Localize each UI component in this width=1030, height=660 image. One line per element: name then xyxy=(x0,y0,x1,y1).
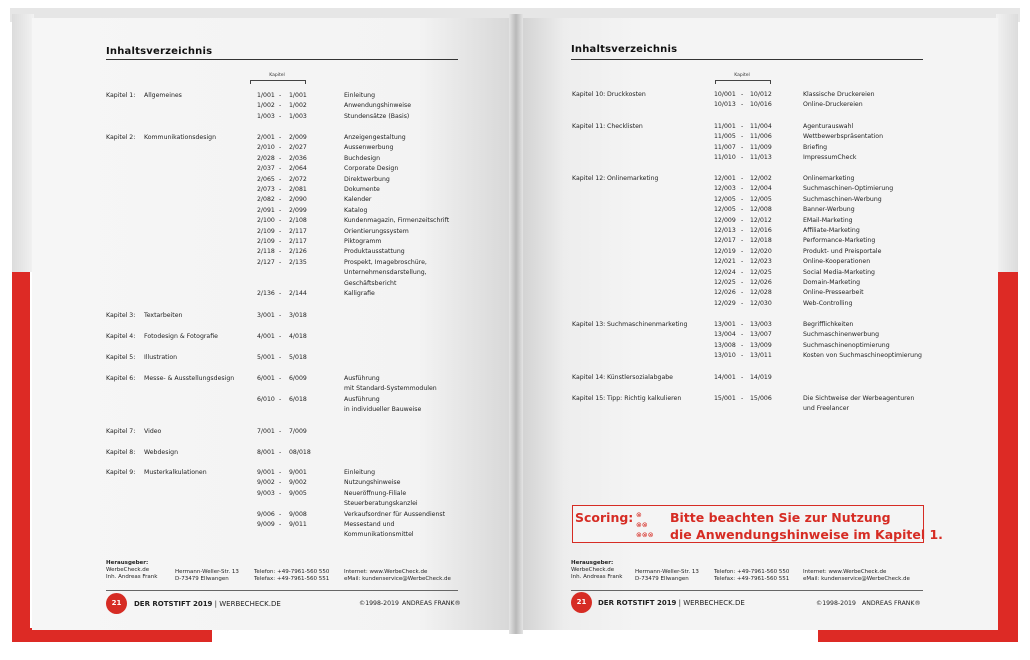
chapter-label: Kapitel 2: xyxy=(106,134,136,141)
imprint-city: D-73479 Ellwangen xyxy=(175,576,229,582)
page-range-dash: - xyxy=(279,489,282,497)
topic-entry: Buchdesign xyxy=(344,154,381,162)
page-range-to: 2/064 xyxy=(289,165,307,173)
topic-entry: Suchmaschinenoptimierung xyxy=(803,341,890,349)
page-range-to: 10/016 xyxy=(750,101,772,109)
page-range-from: 4/001 xyxy=(257,333,275,340)
page-range-from: 2/127 xyxy=(257,258,275,266)
page-range-to: 08/018 xyxy=(289,449,311,456)
chapter-label: Kapitel 7: xyxy=(106,428,136,435)
chapter-label: Kapitel 9: xyxy=(106,469,136,476)
imprint-phone-fax xyxy=(254,569,329,583)
page-range-from: 12/024 xyxy=(714,268,736,276)
imprint-phone-fax-right: Telefon: +49-7961-560 550 Telefax: +49-7961-560 551 xyxy=(714,569,790,582)
imprint-owner: Inh. Andreas Frank xyxy=(106,574,158,580)
page-range-to: 1/001 xyxy=(289,92,307,99)
imprint-internet: Internet: www.WerbeCheck.de xyxy=(344,569,428,575)
page-range-to: 11/009 xyxy=(750,143,772,151)
page-range-to: 12/025 xyxy=(750,268,772,276)
page-range-dash: - xyxy=(279,395,282,403)
page-range-from: 12/026 xyxy=(714,289,736,297)
page-range-to: 14/019 xyxy=(750,374,772,381)
imprint-street: Hermann-Weller-Str. 13 xyxy=(175,569,239,575)
chapter-name: Webdesign xyxy=(144,449,179,456)
page-range-to: 12/016 xyxy=(750,227,772,234)
page-range-to: 10/012 xyxy=(750,91,772,98)
topic-entry: Neueröffnung-Filiale xyxy=(344,489,407,497)
page-range-from: 10/013 xyxy=(714,101,736,109)
topic-entry: Geschäftsbericht xyxy=(344,279,397,287)
chapter-name: Suchmaschinenmarketing xyxy=(607,321,688,328)
page-range-to: 9/001 xyxy=(289,469,307,476)
scoring-line-2: die Anwendungshinweise im Kapitel 1. xyxy=(670,527,943,542)
page-range-dash: - xyxy=(279,248,282,256)
topic-entry: Piktogramm xyxy=(344,238,382,245)
page-range-from: 2/010 xyxy=(257,144,275,152)
page-range-from: 11/007 xyxy=(714,143,736,151)
left-kapitel-bracket xyxy=(250,80,306,84)
page-range-from: 9/009 xyxy=(257,521,275,528)
page-range-from: 9/002 xyxy=(257,479,275,487)
page-range-to: 12/020 xyxy=(750,247,772,255)
page-range-to: 2/090 xyxy=(289,196,307,204)
page-range-dash: - xyxy=(741,175,744,182)
page-range-from: 9/003 xyxy=(257,489,275,497)
topic-entry: Kalligrafie xyxy=(344,290,375,297)
page-range-from: 6/001 xyxy=(257,375,275,382)
topic-entry: Direktwerbung xyxy=(344,175,390,183)
page-range-from: 12/013 xyxy=(714,227,736,234)
page-range-to: 9/002 xyxy=(289,479,307,487)
page-range-to: 12/026 xyxy=(750,279,772,286)
page-range-from: 12/017 xyxy=(714,237,736,245)
page-range-dash: - xyxy=(741,237,744,245)
topic-entry: Web-Controlling xyxy=(803,299,853,307)
topic-entry: Online-Kooperationen xyxy=(803,258,871,266)
page-range-dash: - xyxy=(279,227,282,235)
page-range-to: 12/023 xyxy=(750,258,772,266)
page-range-from: 9/001 xyxy=(257,469,275,476)
right-page-title: Inhaltsverzeichnis xyxy=(571,44,678,55)
imprint-web-mail xyxy=(344,569,451,583)
brand-line: DER ROTSTIFT 2019 | WERBECHECK.DE xyxy=(134,600,281,608)
book-cover-bottom-left xyxy=(12,628,212,642)
topic-entry: Kundenmagazin, Firmenzeitschrift xyxy=(344,217,450,225)
topic-entry: Produktausstattung xyxy=(344,248,405,256)
left-title-rule xyxy=(106,59,458,60)
page-range-dash: - xyxy=(741,258,744,266)
page-range-from: 11/010 xyxy=(714,154,736,162)
chapter-name: Messe- & Ausstellungsdesign xyxy=(144,375,235,382)
topic-entry: Agenturauswahl xyxy=(803,123,854,130)
scoring-text xyxy=(670,509,943,543)
page-range-to: 9/011 xyxy=(289,521,307,528)
page-range-dash: - xyxy=(279,521,282,528)
chapter-label: Kapitel 8: xyxy=(106,449,136,456)
chapter-name: Tipp: Richtig kalkulieren xyxy=(607,395,682,402)
topic-entry: Dokumente xyxy=(344,186,380,193)
page-range-from: 2/001 xyxy=(257,134,275,141)
page-range-dash: - xyxy=(741,352,744,360)
page-range-dash: - xyxy=(741,331,744,339)
page-range-from: 6/010 xyxy=(257,395,275,403)
topic-entry: Produkt- und Preisportale xyxy=(803,247,882,255)
topic-entry: Domain-Marketing xyxy=(803,279,861,286)
page-range-from: 13/004 xyxy=(714,331,736,339)
imprint-publisher xyxy=(106,560,157,581)
page-range-dash: - xyxy=(279,354,282,361)
page-range-dash: - xyxy=(741,299,744,307)
topic-entry: Aussenwerbung xyxy=(344,144,394,152)
book-cover-left xyxy=(12,272,30,640)
page-range-dash: - xyxy=(741,374,744,381)
page-range-dash: - xyxy=(741,133,744,141)
brand-line-right: DER ROTSTIFT 2019 | WERBECHECK.DE xyxy=(598,599,745,607)
imprint-company: WerbeCheck.de xyxy=(106,567,150,573)
chapter-label: Kapitel 3: xyxy=(106,312,136,319)
right-kapitel-bracket xyxy=(715,80,771,84)
topic-entry: Onlinemarketing xyxy=(803,175,855,182)
page-range-to: 13/009 xyxy=(750,341,772,349)
page-range-from: 1/001 xyxy=(257,92,275,99)
page-range-from: 2/136 xyxy=(257,290,275,297)
book-page-edges-right xyxy=(996,14,1018,272)
page-range-from: 13/008 xyxy=(714,341,736,349)
book-gutter xyxy=(509,14,523,634)
imprint-heading: Herausgeber: xyxy=(106,560,149,566)
page-range-from: 13/001 xyxy=(714,321,736,328)
page-range-to: 2/126 xyxy=(289,248,307,256)
topic-entry: Klassische Druckereien xyxy=(803,91,875,98)
page-range-dash: - xyxy=(279,102,282,110)
left-kapitel-header: Kapitel xyxy=(269,73,285,78)
page-range-from: 2/073 xyxy=(257,186,275,193)
scoring-icons xyxy=(636,510,662,540)
book-cover-right xyxy=(998,272,1018,640)
page-range-dash: - xyxy=(279,428,282,435)
page-range-to: 9/008 xyxy=(289,510,307,518)
page-range-to: 1/002 xyxy=(289,102,307,110)
page-range-to: 12/002 xyxy=(750,175,772,182)
scoring-icon-3: ⊗⊗⊗ xyxy=(636,531,654,539)
topic-entry: Anwendungshinweise xyxy=(344,102,412,110)
page-range-from: 14/001 xyxy=(714,374,736,381)
page-range-to: 2/144 xyxy=(289,290,307,297)
topic-entry: Banner-Werbung xyxy=(803,206,855,214)
rotstift-logo: 21 xyxy=(106,593,127,614)
page-range-dash: - xyxy=(741,195,744,203)
page-range-from: 7/001 xyxy=(257,428,275,435)
page-range-dash: - xyxy=(741,206,744,214)
page-range-dash: - xyxy=(741,154,744,162)
page-range-dash: - xyxy=(741,341,744,349)
topic-entry: Social Media-Marketing xyxy=(803,268,875,276)
page-range-dash: - xyxy=(279,206,282,214)
topic-entry: Einleitung xyxy=(344,469,375,476)
topic-entry: Stundensätze (Basis) xyxy=(344,112,410,120)
page-range-dash: - xyxy=(279,449,282,456)
topic-entry: Anzeigengestaltung xyxy=(344,134,406,141)
page-range-from: 9/006 xyxy=(257,510,275,518)
right-footer-rule xyxy=(571,590,923,591)
page-range-dash: - xyxy=(741,395,744,402)
page-range-from: 2/109 xyxy=(257,227,275,235)
page-range-dash: - xyxy=(279,469,282,476)
topic-entry: Suchmaschinenwerbung xyxy=(803,331,880,339)
page-range-dash: - xyxy=(741,216,744,224)
imprint-fax: Telefax: +49-7961-560 551 xyxy=(254,576,330,582)
page-range-from: 2/118 xyxy=(257,248,275,256)
page-range-from: 10/001 xyxy=(714,91,736,98)
page-range-to: 6/009 xyxy=(289,375,307,382)
page-range-from: 2/028 xyxy=(257,154,275,162)
page-range-from: 12/029 xyxy=(714,299,736,307)
page-range-to: 15/006 xyxy=(750,395,772,402)
copyright: ©1998-2019 xyxy=(359,600,399,607)
page-range-dash: - xyxy=(279,165,282,173)
topic-entry: Suchmaschinen-Werbung xyxy=(803,195,882,203)
page-range-dash: - xyxy=(279,479,282,487)
page-range-from: 1/003 xyxy=(257,112,275,120)
page-range-from: 12/019 xyxy=(714,247,736,255)
page-range-to: 12/018 xyxy=(750,237,772,245)
topic-entry: Kommunikationsmittel xyxy=(344,531,414,539)
page-range-dash: - xyxy=(279,333,282,340)
imprint-email: eMail: kundenservice@WerbeCheck.de xyxy=(344,576,451,582)
left-page xyxy=(32,18,516,630)
imprint-web-mail-right: Internet: www.WerbeCheck.de eMail: kundenservice@WerbeCheck.de xyxy=(803,569,910,582)
page-range-dash: - xyxy=(741,91,744,98)
page-range-from: 2/065 xyxy=(257,175,275,183)
page-range-to: 13/011 xyxy=(750,352,772,360)
chapter-name: Musterkalkulationen xyxy=(144,469,207,476)
chapter-name: Fotodesign & Fotografie xyxy=(144,333,218,340)
topic-entry: Suchmaschinen-Optimierung xyxy=(803,185,894,193)
imprint-publisher-right: Herausgeber: WerbeCheck.de Inh. Andreas Frank xyxy=(571,560,623,580)
page-range-to: 2/117 xyxy=(289,227,307,235)
scoring-box xyxy=(572,505,943,543)
topic-entry: und Freelancer xyxy=(803,405,850,413)
page-range-from: 2/091 xyxy=(257,206,275,214)
topic-entry: EMail-Marketing xyxy=(803,216,853,224)
page-range-dash: - xyxy=(279,258,282,266)
page-range-to: 12/004 xyxy=(750,185,772,193)
page-range-to: 12/005 xyxy=(750,195,772,203)
topic-entry: Kosten von Suchmaschineoptimierung xyxy=(803,352,922,360)
page-range-dash: - xyxy=(741,268,744,276)
page-range-dash: - xyxy=(741,227,744,234)
topic-entry: ImpressumCheck xyxy=(803,154,857,162)
page-range-to: 3/018 xyxy=(289,312,307,319)
page-range-from: 11/001 xyxy=(714,123,736,130)
topic-entry: Online-Pressearbeit xyxy=(803,289,864,297)
chapter-name: Video xyxy=(144,428,162,435)
page-range-to: 1/003 xyxy=(289,112,307,120)
page-range-from: 1/002 xyxy=(257,102,275,110)
page-range-dash: - xyxy=(741,279,744,286)
topic-entry: Katalog xyxy=(344,206,368,214)
chapter-label: Kapitel 10: xyxy=(572,91,606,98)
chapter-label: Kapitel 11: xyxy=(572,123,606,130)
page-range-dash: - xyxy=(741,185,744,193)
page-range-to: 5/018 xyxy=(289,354,307,361)
chapter-name: Allgemeines xyxy=(144,92,182,99)
chapter-label: Kapitel 14: xyxy=(572,374,606,381)
page-range-to: 2/009 xyxy=(289,134,307,141)
chapter-label: Kapitel 6: xyxy=(106,375,136,382)
page-range-to: 11/013 xyxy=(750,154,772,162)
chapter-label: Kapitel 13: xyxy=(572,321,606,328)
page-range-dash: - xyxy=(279,510,282,518)
topic-entry: Nutzungshinweise xyxy=(344,479,401,487)
chapter-label: Kapitel 5: xyxy=(106,354,136,361)
topic-entry: Steuerberatungskanzlei xyxy=(344,500,418,508)
page-range-from: 12/009 xyxy=(714,216,736,224)
page-range-dash: - xyxy=(279,196,282,204)
topic-entry: Briefing xyxy=(803,143,828,151)
page-range-to: 2/135 xyxy=(289,258,307,266)
topic-entry: mit Standard-Systemmodulen xyxy=(344,385,437,393)
page-range-from: 2/109 xyxy=(257,238,275,245)
chapter-name: Kommunikationsdesign xyxy=(144,134,217,141)
page-range-dash: - xyxy=(741,321,744,328)
topic-entry: Messestand und xyxy=(344,521,395,528)
topic-entry: Ausführung xyxy=(344,375,380,382)
page-range-from: 12/025 xyxy=(714,279,736,286)
topic-entry: Performance-Marketing xyxy=(803,237,876,245)
topic-entry: Affiliate-Marketing xyxy=(803,227,860,234)
page-range-dash: - xyxy=(741,289,744,297)
page-range-dash: - xyxy=(279,290,282,297)
page-range-from: 11/005 xyxy=(714,133,736,141)
page-range-to: 6/018 xyxy=(289,395,307,403)
page-range-to: 12/028 xyxy=(750,289,772,297)
page-range-dash: - xyxy=(279,112,282,120)
page-range-dash: - xyxy=(279,186,282,193)
chapter-name: Checklisten xyxy=(607,123,643,130)
page-range-from: 13/010 xyxy=(714,352,736,360)
page-range-from: 12/001 xyxy=(714,175,736,182)
copyright-right: ©1998-2019 xyxy=(816,600,856,607)
page-range-from: 5/001 xyxy=(257,354,275,361)
chapter-name: Illustration xyxy=(144,354,178,361)
imprint-phone: Telefon: +49-7961-560 550 xyxy=(254,569,330,575)
page-range-dash: - xyxy=(279,144,282,152)
topic-entry: Unternehmensdarstellung, xyxy=(344,269,427,277)
left-footer-rule xyxy=(106,590,458,591)
chapter-name: Druckkosten xyxy=(607,91,646,98)
page-range-from: 2/037 xyxy=(257,165,275,173)
page-range-from: 12/005 xyxy=(714,195,736,203)
page-range-to: 11/004 xyxy=(750,123,772,130)
chapter-label: Kapitel 12: xyxy=(572,175,606,182)
page-range-dash: - xyxy=(279,238,282,245)
topic-entry: in individueller Bauweise xyxy=(344,406,422,414)
scoring-icon-1: ⊗ xyxy=(636,511,642,519)
topic-entry: Verkaufsordner für Aussendienst xyxy=(344,510,446,518)
scoring-label: Scoring: xyxy=(575,510,634,525)
scoring-line-1: Bitte beachten Sie zur Nutzung xyxy=(670,510,891,525)
page-range-dash: - xyxy=(279,92,282,99)
page-range-dash: - xyxy=(741,123,744,130)
page-range-to: 13/007 xyxy=(750,331,772,339)
page-range-to: 2/036 xyxy=(289,154,307,162)
right-title-rule xyxy=(571,59,923,60)
chapter-name: Künstlersozialabgabe xyxy=(607,374,673,381)
page-range-to: 2/027 xyxy=(289,144,307,152)
scoring-icon-2: ⊗⊗ xyxy=(636,521,648,529)
imprint-address-right: Hermann-Weller-Str. 13 D-73479 Ellwangen xyxy=(635,569,699,582)
page-range-from: 12/021 xyxy=(714,258,736,266)
page-range-to: 12/030 xyxy=(750,299,772,307)
page-range-to: 4/018 xyxy=(289,333,307,340)
page-range-to: 2/081 xyxy=(289,186,307,193)
page-range-to: 2/108 xyxy=(289,217,307,225)
topic-entry: Kalender xyxy=(344,196,372,204)
page-range-dash: - xyxy=(279,312,282,319)
page-range-dash: - xyxy=(279,134,282,141)
author-right: ANDREAS FRANK® xyxy=(862,600,921,607)
topic-entry: Orientierungssystem xyxy=(344,227,409,235)
chapter-label: Kapitel 15: xyxy=(572,395,606,402)
page-range-to: 9/005 xyxy=(289,489,307,497)
page-range-to: 11/006 xyxy=(750,133,772,141)
page-range-from: 12/005 xyxy=(714,206,736,214)
book-cover-bottom-right xyxy=(818,628,1018,642)
page-range-dash: - xyxy=(741,247,744,255)
page-range-to: 2/117 xyxy=(289,238,307,245)
page-range-from: 15/001 xyxy=(714,395,736,402)
topic-entry: Online-Druckereien xyxy=(803,101,863,109)
topic-entry: Ausführung xyxy=(344,395,380,403)
chapter-name: Textarbeiten xyxy=(144,312,183,319)
page-range-from: 2/082 xyxy=(257,196,275,204)
chapter-name: Onlinemarketing xyxy=(607,175,659,182)
page-range-to: 13/003 xyxy=(750,321,772,328)
page-range-dash: - xyxy=(279,175,282,183)
page-range-to: 7/009 xyxy=(289,428,307,435)
page-range-to: 12/012 xyxy=(750,216,772,224)
topic-entry: Einleitung xyxy=(344,92,375,99)
page-range-to: 12/008 xyxy=(750,206,772,214)
page-range-dash: - xyxy=(279,217,282,225)
topic-entry: Corporate Design xyxy=(344,165,399,173)
author: ANDREAS FRANK® xyxy=(402,600,461,607)
page-range-from: 8/001 xyxy=(257,449,275,456)
page-range-dash: - xyxy=(279,375,282,382)
chapter-label: Kapitel 1: xyxy=(106,92,136,99)
left-page-title: Inhaltsverzeichnis xyxy=(106,46,213,57)
imprint-address xyxy=(175,569,239,583)
page-range-from: 3/001 xyxy=(257,312,275,319)
chapter-label: Kapitel 4: xyxy=(106,333,136,340)
topic-entry: Die Sichtweise der Werbeagenturen xyxy=(803,395,915,402)
rotstift-logo-right: 21 xyxy=(571,592,592,613)
page-range-from: 12/003 xyxy=(714,185,736,193)
page-range-dash: - xyxy=(279,154,282,162)
topic-entry: Begrifflichkeiten xyxy=(803,321,854,328)
page-range-dash: - xyxy=(741,101,744,109)
page-range-from: 2/100 xyxy=(257,217,275,225)
page-range-to: 2/072 xyxy=(289,175,307,183)
topic-entry: Prospekt, Imagebroschüre, xyxy=(344,258,427,266)
page-range-to: 2/099 xyxy=(289,206,307,214)
topic-entry: Wettbewerbspräsentation xyxy=(803,133,883,141)
right-kapitel-header: Kapitel xyxy=(734,73,750,78)
page-range-dash: - xyxy=(741,143,744,151)
book-page-edges-left xyxy=(12,14,34,272)
